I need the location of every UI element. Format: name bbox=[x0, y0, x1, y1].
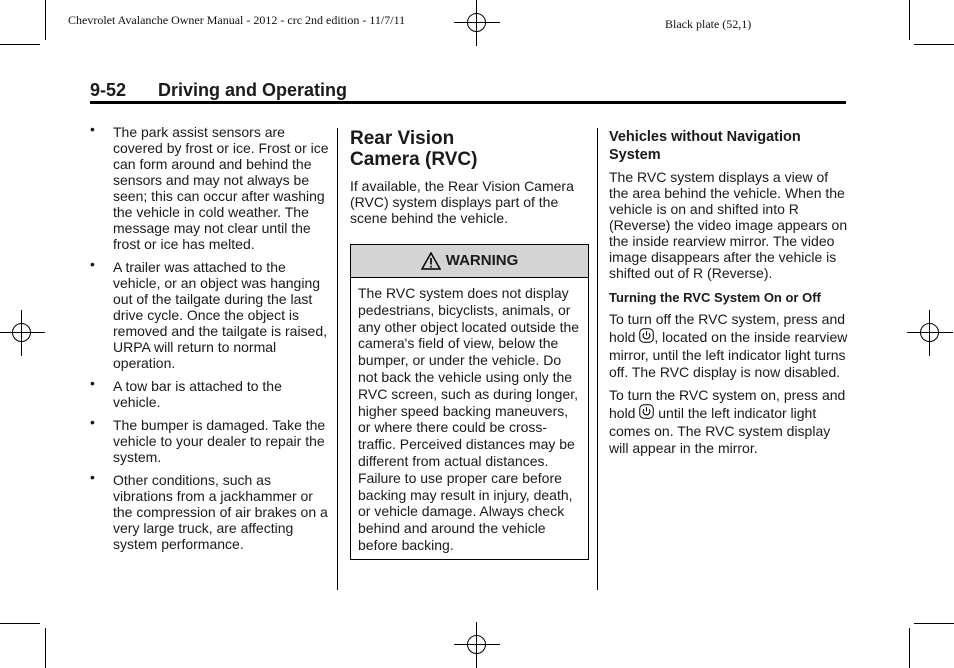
column-divider bbox=[337, 128, 338, 590]
list-item bbox=[90, 256, 330, 371]
page-number: 9-52 bbox=[90, 80, 127, 100]
bullet-glyph: • bbox=[90, 375, 95, 391]
bullet-glyph: • bbox=[90, 469, 95, 485]
crop-mark bbox=[45, 628, 46, 668]
paragraph-text: To turn the RVC system on, press and hold bbox=[609, 387, 846, 421]
paragraph-text: To turn off the RVC system, press and hold bbox=[609, 311, 846, 345]
intro-paragraph: If available, the Rear Vision Camera (RVC) system displays part of the scene behind the vehicle. bbox=[350, 178, 574, 226]
power-button-icon bbox=[639, 328, 654, 347]
registration-mark bbox=[5, 316, 39, 350]
crop-mark bbox=[0, 623, 40, 624]
registration-mark bbox=[460, 6, 494, 40]
list-item-text: The park assist sensors are covered by frost or ice. Frost or ice can form around and behind the sensors and may not always be seen; this can occur after washing the vehicle in cold weather. The message may not clear until the frost or ice has melted. bbox=[113, 124, 329, 252]
subsection-heading: Vehicles without Navigation System bbox=[609, 129, 801, 163]
list-item bbox=[90, 375, 330, 410]
bullet-glyph: • bbox=[90, 414, 95, 430]
condition-list bbox=[90, 121, 330, 552]
registration-mark bbox=[460, 628, 494, 662]
bullet-glyph: • bbox=[90, 256, 95, 272]
paragraph bbox=[609, 387, 849, 457]
section-heading-line2: Camera (RVC) bbox=[350, 149, 478, 170]
paragraph-text: until the left indicator light comes on. The RVC system display will appear in the mirror. bbox=[609, 405, 831, 456]
crop-mark bbox=[914, 44, 954, 45]
list-item bbox=[90, 469, 330, 552]
paragraph: The RVC system displays a view of the area behind the vehicle. When the vehicle is on and shifted into R (Reverse) the video image appears on the inside rearview mirror. The video image disappears after the vehicle is shifted out of R (Reverse). bbox=[609, 169, 848, 281]
crop-mark bbox=[909, 628, 910, 668]
warning-box bbox=[350, 244, 589, 560]
registration-mark bbox=[913, 316, 947, 350]
list-item-text: The bumper is damaged. Take the vehicle to your dealer to repair the system. bbox=[113, 417, 326, 465]
middle-column bbox=[350, 128, 588, 560]
print-slug-right: Black plate (52,1) bbox=[665, 17, 752, 31]
warning-header bbox=[351, 245, 588, 278]
crop-mark bbox=[0, 44, 40, 45]
section-heading bbox=[350, 128, 588, 170]
power-button-icon bbox=[639, 404, 654, 423]
crop-mark bbox=[914, 623, 954, 624]
right-column bbox=[609, 128, 849, 457]
paragraph-text: , located on the inside rearview mirror, until the left indicator light turns off. The RVC display is now disabled. bbox=[609, 329, 848, 380]
header-rule bbox=[90, 101, 846, 104]
paragraph bbox=[609, 311, 849, 381]
section-title: Driving and Operating bbox=[158, 80, 348, 100]
list-item-text: A trailer was attached to the vehicle, or an object was hanging out of the tailgate during the last drive cycle. Once the object is removed and the tailgate is raised, URPA will return to normal operation. bbox=[113, 259, 328, 371]
list-item-text: A tow bar is attached to the vehicle. bbox=[113, 378, 282, 410]
column-divider bbox=[597, 128, 598, 590]
warning-text: The RVC system does not display pedestrians, bicyclists, animals, or any other object located outside the camera's field of view, below the bumper, or under the vehicle. Do not back the vehicle using only the RVC screen, such as during longer, higher speed backing maneuvers, or where there could be cross-traffic. Perceived distances may be different from actual distances. Failure to use proper care before backing may result in injury, death, or vehicle damage. Always check behind and around the vehicle before backing. bbox=[358, 285, 580, 553]
list-item bbox=[90, 414, 330, 465]
warning-triangle-icon bbox=[421, 252, 441, 270]
print-slug-left: Chevrolet Avalanche Owner Manual - 2012 - crc 2nd edition - 11/7/11 bbox=[68, 13, 406, 27]
list-item bbox=[90, 121, 330, 252]
subsection-heading-minor: Turning the RVC System On or Off bbox=[609, 290, 821, 305]
crop-mark bbox=[45, 0, 46, 40]
list-item-text: Other conditions, such as vibrations from a jackhammer or the compression of air brakes on a very large truck, are affecting system performance. bbox=[113, 472, 328, 552]
bullet-glyph: • bbox=[90, 121, 95, 137]
left-column bbox=[90, 121, 330, 559]
crop-mark bbox=[909, 0, 910, 40]
section-heading-line1: Rear Vision bbox=[350, 128, 455, 149]
warning-heading: WARNING bbox=[445, 252, 519, 269]
